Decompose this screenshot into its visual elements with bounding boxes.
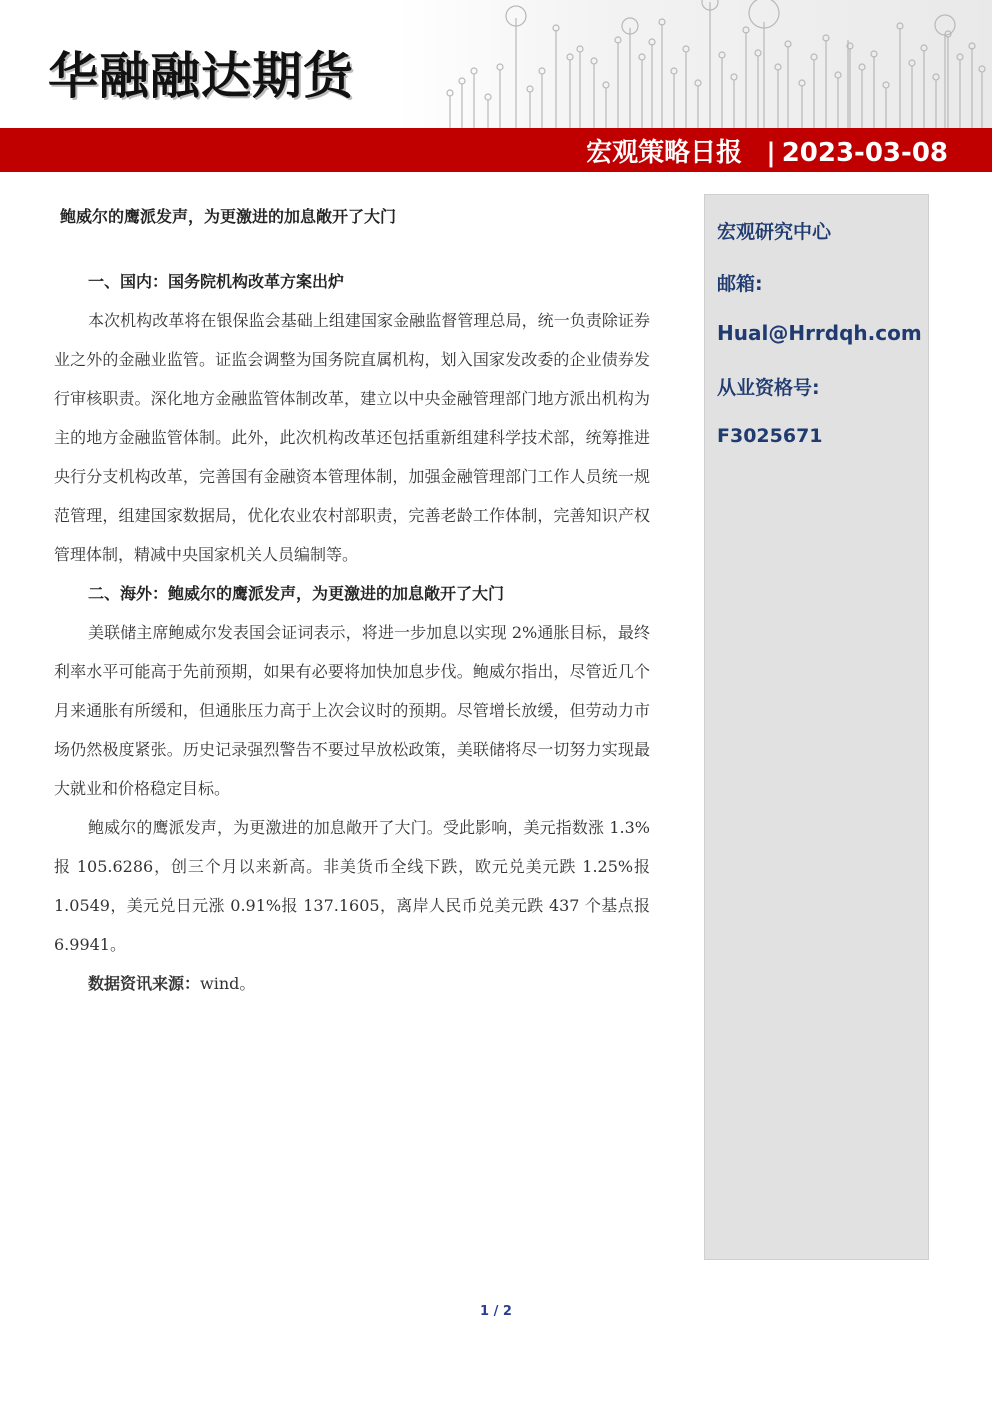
section-paragraph-overseas-1: 美联储主席鲍威尔发表国会证词表示，将进一步加息以实现 2%通胀目标，最终利率水平可能高于先前预期，如果有必要将加快加息步伐。鲍威尔指出，尽管近几个月来通胀有所缓和，但通胀压力高于上次会议时的预期。尽管增长放缓，但劳动力市场仍然极度紧张。历史记录强烈警告不要过早放松政策，美联储将尽一切努力实现最大就业和价格稳定目标。 (54, 623, 650, 798)
data-source-value: wind。 (200, 974, 256, 993)
report-title-line (586, 132, 948, 169)
section-paragraph-domestic: 本次机构改革将在银保监会基础上组建国家金融监督管理总局，统一负责除证券业之外的金融业监管。证监会调整为国务院直属机构，划入国家发改委的企业债券发行审核职责。深化地方金融监管体制改革，建立以中央金融管理部门地方派出机构为主的地方金融监管体制。此外，此次机构改革还包括重新组建科学技术部，统筹推进央行分支机构改革，完善国有金融资本管理体制，加强金融管理部门工作人员统一规范管理，组建国家数据局，优化农业农村部职责，完善老龄工作体制，完善知识产权管理体制，精减中央国家机关人员编制等。 (54, 311, 650, 564)
section-paragraph-overseas-2: 鲍威尔的鹰派发声，为更激进的加息敞开了大门。受此影响，美元指数涨 1.3%报 105.6286，创三个月以来新高。非美货币全线下跌，欧元兑美元跌 1.25%报 1.0549，美元兑日元涨 0.91%报 137.1605，离岸人民币兑美元跌 437 个基点报 6.9941。 (54, 818, 650, 954)
email-label: 邮箱: (717, 273, 763, 295)
analyst-info-sidebar (704, 194, 929, 1260)
page-number: 1 / 2 (480, 1304, 512, 1319)
article-body (54, 196, 650, 1003)
page-header (0, 0, 992, 128)
section-heading-overseas: 二、海外：鲍威尔的鹰派发声，为更激进的加息敞开了大门 (88, 584, 505, 603)
report-date: 2023-03-08 (781, 138, 948, 168)
license-number: F3025671 (717, 425, 823, 447)
data-source-label: 数据资讯来源： (88, 974, 201, 993)
license-label: 从业资格号: (717, 377, 820, 399)
article-title: 鲍威尔的鹰派发声，为更激进的加息敞开了大门 (60, 207, 397, 226)
company-logo-text: 华融融达期货 (48, 46, 354, 105)
title-separator: | (766, 138, 776, 168)
decorative-circuit-graphic (430, 0, 992, 128)
research-center-name: 宏观研究中心 (717, 221, 832, 243)
report-name: 宏观策略日报 (586, 138, 743, 168)
data-source-note (54, 964, 650, 1003)
email-address[interactable]: Hual@Hrrdqh.com (717, 321, 922, 345)
section-heading-domestic: 一、国内：国务院机构改革方案出炉 (88, 272, 345, 291)
